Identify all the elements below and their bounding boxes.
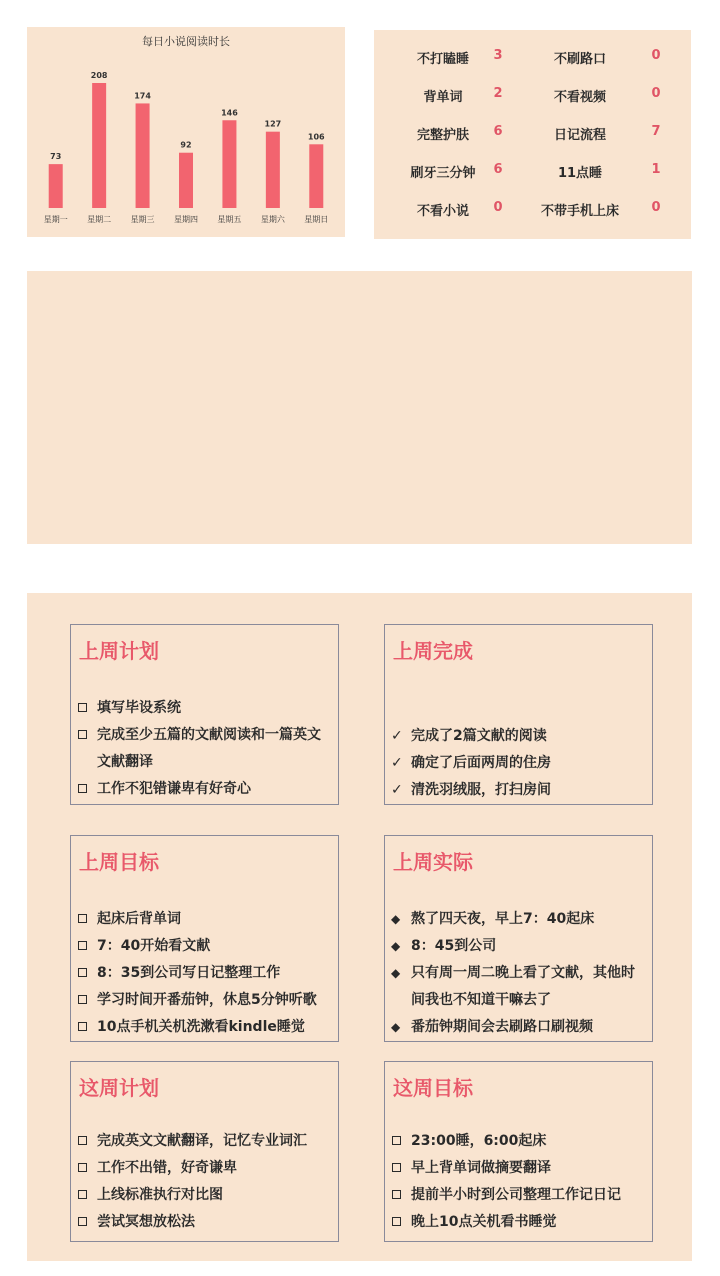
category-tick-label: 星期五 [217, 215, 242, 224]
list-item-text: 学习时间开番茄钟，休息5分钟听歌 [97, 992, 317, 1008]
list-item [391, 1182, 646, 1209]
box-title: 上周实际 [393, 850, 473, 874]
list-item-text: 完成至少五篇的文献阅读和一篇英文文献翻译 [97, 727, 321, 770]
habit-name: 日记流程 [553, 128, 606, 143]
box-title: 上周计划 [79, 639, 159, 663]
list-item-text: 填写毕设系统 [97, 700, 181, 716]
category-tick-label: 星期一 [43, 215, 68, 224]
box-title: 这周计划 [79, 1076, 159, 1100]
list-item-text: 只有周一周二晚上看了文献，其他时间我也不知道干嘛去了 [411, 965, 635, 1008]
last-week-goal-box [70, 835, 339, 1042]
list-item [77, 1128, 332, 1155]
bar [136, 103, 150, 208]
list-item [391, 1209, 646, 1236]
list-item [77, 1209, 332, 1236]
list-item-text: 提前半小时到公司整理工作记日记 [411, 1187, 621, 1203]
reading-time-chart [27, 27, 345, 237]
list-item-text: 上线标准执行对比图 [97, 1187, 223, 1203]
list-item-text: 起床后背单词 [97, 911, 181, 927]
habit-count: 6 [493, 162, 503, 177]
list-item [77, 695, 332, 722]
list-item [77, 906, 332, 933]
bar [92, 83, 106, 208]
category-tick-label: 星期三 [130, 215, 155, 224]
habit-name: 不刷路口 [553, 52, 606, 67]
habit-row [374, 190, 691, 228]
list-item [77, 722, 332, 776]
list-item-text: 熬了四天夜，早上7：40起床 [411, 911, 595, 927]
chart-title: 每日小说阅读时长 [142, 35, 230, 48]
list-item-text: 10点手机关机洗漱看kindle睡觉 [97, 1019, 305, 1035]
habit-count: 6 [493, 124, 503, 139]
habit-name: 11点睡 [557, 166, 603, 181]
check-icon: ✓ [391, 755, 403, 771]
habit-name: 刷牙三分钟 [410, 166, 476, 181]
habit-count: 7 [651, 124, 661, 139]
list-item-text: 完成了2篇文献的阅读 [411, 728, 547, 744]
list-item [391, 723, 646, 750]
list-item-text: 晚上10点关机看书睡觉 [411, 1214, 557, 1230]
bar [222, 120, 236, 208]
habit-row [374, 152, 691, 190]
last-week-actual-box [384, 835, 653, 1042]
habit-row [374, 114, 691, 152]
list-item-text: 工作不出错，好奇谦卑 [97, 1160, 237, 1176]
habit-tracker [374, 30, 691, 239]
bar [309, 144, 323, 208]
bar-value-label: 92 [180, 140, 192, 150]
box-title: 上周完成 [393, 639, 473, 663]
category-tick-label: 星期二 [87, 215, 112, 224]
list-item [391, 1128, 646, 1155]
category-tick-label: 星期四 [174, 215, 198, 224]
list-item-text: 清洗羽绒服，打扫房间 [411, 782, 551, 798]
list-item [77, 933, 332, 960]
bar [266, 132, 280, 208]
bar-value-label: 127 [264, 119, 282, 129]
list-item-text: 确定了后面两周的住房 [411, 755, 551, 771]
box-title: 上周目标 [79, 850, 159, 874]
habit-count: 1 [651, 162, 661, 177]
bar-value-label: 73 [50, 152, 62, 162]
habit-name: 不看小说 [416, 204, 469, 219]
habit-count: 0 [493, 200, 503, 215]
check-icon: ✓ [391, 728, 403, 744]
last-week-plan-box [70, 624, 339, 805]
habit-name: 不带手机上床 [540, 204, 619, 219]
list-item [77, 776, 332, 803]
bar-value-label: 146 [221, 108, 238, 118]
bar-value-label: 174 [134, 91, 151, 101]
habit-name: 不看视频 [553, 90, 606, 105]
pie-chart-svg [27, 271, 692, 544]
list-item [391, 960, 646, 1014]
check-icon: ✓ [391, 782, 403, 798]
this-week-plan-box [70, 1061, 339, 1242]
list-item-text: 8：35到公司写日记整理工作 [97, 965, 281, 981]
habit-count: 3 [493, 48, 503, 63]
list-item [391, 1014, 646, 1041]
habit-name: 不打瞌睡 [416, 52, 469, 67]
diamond-icon: ◆ [391, 966, 401, 980]
list-item-text: 7：40开始看文献 [97, 938, 211, 954]
category-tick-label: 星期六 [260, 215, 285, 224]
habit-count: 2 [493, 86, 503, 101]
bar-chart-svg [27, 27, 345, 237]
list-item [391, 777, 646, 804]
bar [49, 164, 63, 208]
list-item [391, 933, 646, 960]
category-tick-label: 星期日 [304, 215, 329, 224]
list-item [77, 1014, 332, 1041]
list-item-text: 早上背单词做摘要翻译 [411, 1160, 551, 1176]
habit-row [374, 76, 691, 114]
list-item-text: 8：45到公司 [411, 938, 497, 954]
spending-summary [27, 271, 692, 544]
list-item-text: 番茄钟期间会去刷路口刷视频 [411, 1019, 593, 1035]
box-title: 这周目标 [393, 1076, 473, 1100]
habit-name: 完整护肤 [416, 128, 469, 143]
list-item-text: 尝试冥想放松法 [97, 1214, 195, 1230]
list-item [391, 1155, 646, 1182]
list-item-text: 23:00睡，6:00起床 [411, 1133, 547, 1149]
habit-count: 0 [651, 86, 661, 101]
bar-value-label: 106 [307, 132, 325, 142]
habit-count: 0 [651, 48, 661, 63]
diamond-icon: ◆ [391, 1020, 401, 1034]
list-item [391, 750, 646, 777]
diamond-icon: ◆ [391, 912, 401, 926]
list-item-text: 工作不犯错谦卑有好奇心 [97, 781, 251, 797]
habit-name: 背单词 [423, 90, 463, 105]
bar [179, 153, 193, 208]
bar-value-label: 208 [90, 71, 108, 80]
list-item [77, 1182, 332, 1209]
list-item [77, 960, 332, 987]
diamond-icon: ◆ [391, 939, 401, 953]
habit-count: 0 [651, 200, 661, 215]
list-item [77, 987, 332, 1014]
habit-row [374, 38, 691, 76]
list-item-text: 完成英文文献翻译，记忆专业词汇 [97, 1133, 307, 1149]
list-item [391, 906, 646, 933]
list-item [77, 1155, 332, 1182]
this-week-goal-box [384, 1061, 653, 1242]
weekly-plans [27, 593, 692, 1261]
last-week-done-box [384, 624, 653, 805]
